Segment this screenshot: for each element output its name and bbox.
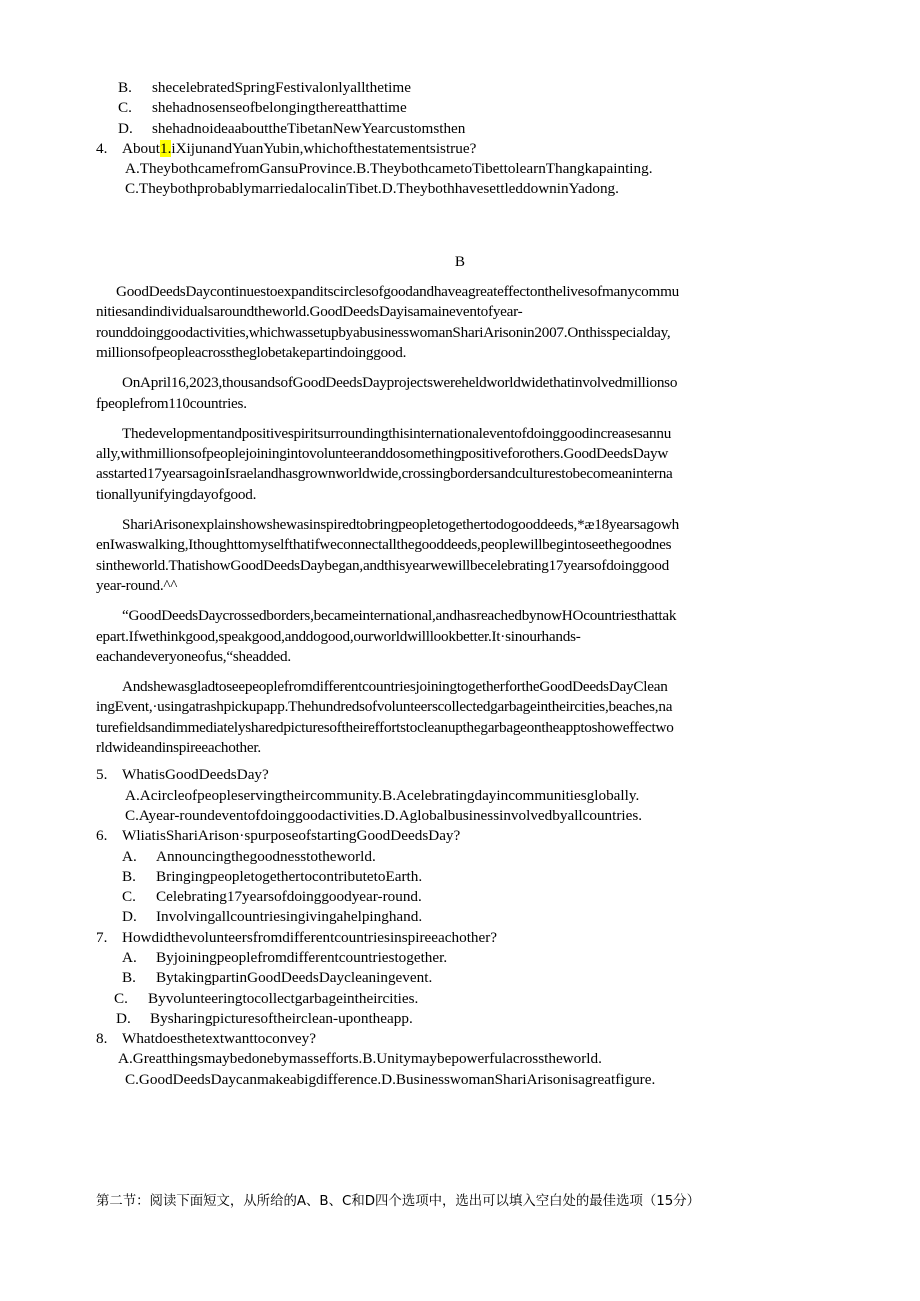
option-text: shehadnoideaabouttheTibetanNewYearcustomsthen [152, 119, 466, 137]
question-4-stem [96, 139, 836, 159]
option-marker: B. [122, 969, 136, 987]
option-text: Byjoiningpeoplefromdifferentcountriestogether. [156, 948, 448, 966]
option-row [96, 119, 836, 139]
passage-line: nitiesandindividualsaroundtheworld.GoodDeedsDayisamaineventofyear- [96, 303, 523, 321]
question-text: WliatisShariArison·spurposeofstartingGoodDeedsDay? [122, 827, 461, 845]
option-marker: B. [122, 867, 136, 885]
passage-line: AndshewasgladtoseepeoplefromdifferentcountriesjoiningtogetherfortheGoodDeedsDayClean [122, 678, 668, 696]
option-marker: B. [118, 79, 132, 96]
passage-line: ShariArisonexplainshowshewasinspiredtobringpeopletogethertodogooddeeds,*æ18yearsagowh [122, 516, 680, 534]
passage-line: eachandeveryoneofus,“sheadded. [96, 647, 291, 665]
option-marker: C. [114, 989, 128, 1007]
option-marker: D. [122, 908, 137, 926]
passage-line: fpeoplefrom110countries. [96, 394, 247, 412]
question-7-stem [96, 928, 836, 948]
option-text: Byvolunteeringtocollectgarbageintheircities. [148, 989, 419, 1007]
question-6-stem [96, 826, 836, 846]
passage-paragraph [96, 424, 836, 505]
passage-paragraph [96, 282, 836, 363]
option-text: Celebrating17yearsofdoinggoodyear-round. [156, 888, 422, 906]
passage-line: millionsofpeopleacrosstheglobetakepartindoinggood. [96, 343, 407, 361]
question-8-stem [96, 1029, 836, 1049]
top-options-block [96, 78, 836, 139]
passage [96, 282, 836, 758]
section-heading: B [454, 252, 466, 270]
option-row [96, 98, 836, 118]
passage-line: OnApril16,2023,thousandsofGoodDeedsDayprojectswereheldworldwidethatinvolvedmillionso [122, 374, 678, 392]
passage-line: sintheworld.ThatishowGoodDeedsDaybegan,andthisyearwewillbecelebrating17yearsofdoinggood [96, 556, 669, 574]
passage-line: turefieldsandimmediatelysharedpicturesoftheireffortstocleanupthegarbageontheapptoshoweffectwo [96, 718, 674, 736]
passage-line: GoodDeedsDaycontinuestoexpanditscirclesofgoodandhaveagreateffectonthelivesofmanycommu [116, 283, 679, 301]
question-number: 6. [96, 827, 108, 845]
option-marker: D. [118, 119, 133, 137]
answer-line: A.TheybothcamefromGansuProvince.B.TheybothcametoTibettolearnThangkapainting. [125, 160, 653, 178]
option-marker: A. [122, 948, 137, 966]
option-row [96, 78, 836, 98]
option-row [96, 847, 836, 867]
answer-line: C.TheybothprobablymarriedalocalinTibet.D.TheybothhavesettleddowninYadong. [125, 180, 619, 198]
question-number: 5. [96, 766, 108, 784]
option-text: Involvingallcountriesingivingahelpinghand. [156, 908, 423, 926]
passage-line: rounddoinggoodactivities,whichwassetupbyabusinesswomanShariArisonin2007.Onthisspecialday, [96, 323, 671, 341]
option-row [96, 907, 836, 927]
option-row [96, 948, 836, 968]
passage-line: enIwaswalking,Ithoughttomyselfthatifweconnectallthegooddeeds,peoplewillbegintoseethegoodnes [96, 536, 672, 554]
option-marker: C. [122, 888, 136, 906]
option-text: BringingpeopletogethertocontributetoEarth. [156, 867, 423, 885]
option-row [96, 867, 836, 887]
answer-line: C.GoodDeedsDaycanmakeabigdifference.D.BusinesswomanShariArisonisagreatfigure. [125, 1070, 656, 1088]
passage-paragraph [96, 606, 836, 667]
option-text: Announcingthegoodnesstotheworld. [156, 847, 376, 865]
passage-line: ally,withmillionsofpeoplejoiningintovolunteeranddosomethingpositiveforothers.GoodDeedsDayw [96, 445, 669, 463]
answer-line: C.Ayear-roundeventofdoinggoodactivities.D.Aglobalbusinessinvolvedbyallcountries. [125, 806, 643, 824]
document-content [96, 78, 836, 1090]
passage-line: year-round.^^ [96, 576, 178, 594]
option-marker: A. [122, 847, 137, 865]
option-text: shehadnosenseofbelongingthereatthattime [152, 99, 407, 117]
question-text: Whatdoesthetextwanttoconvey? [122, 1030, 316, 1048]
option-text: BytakingpartinGoodDeedsDaycleaningevent. [156, 969, 433, 987]
option-text: Bysharingpicturesoftheirclean-upontheapp. [150, 1009, 413, 1027]
section-two-instruction: 第二节：阅读下面短文，从所给的A、B、C和D四个选项中，选出可以填入空白处的最佳选项（15分） [96, 1194, 701, 1209]
passage-line: ingEvent,·usingatrashpickupapp.Thehundredsofvolunteerscollectedgarbageintheircities,beaches,na [96, 698, 673, 716]
passage-line: rldwideandinspireeachother. [96, 739, 261, 757]
passage-line: “GoodDeedsDaycrossedborders,becameinternational,andhasreachedbynowHOcountriesthattak [122, 607, 677, 625]
option-marker: C. [118, 99, 132, 117]
question-text-after: iXijunandYuanYubin,whichofthestatementsistrue? [171, 139, 477, 157]
passage-paragraph [96, 515, 836, 596]
question-text: WhatisGoodDeedsDay? [122, 766, 269, 784]
passage-line: Thedevelopmentandpositivespiritsurroundingthisinternationaleventofdoinggoodincreasesannu [122, 424, 672, 442]
answer-line: A.Greatthingsmaybedonebymassefforts.B.Unitymaybepowerfulacrosstheworld. [118, 1050, 602, 1068]
passage-line: asstarted17yearsagoinIsraelandhasgrownworldwide,crossingbordersandculturestobecomeaninterna [96, 465, 673, 483]
question-number: 4. [96, 139, 108, 157]
passage-line: epart.Ifwethinkgood,speakgood,anddogood,ourworldwilllookbetter.It·sinourhands- [96, 627, 581, 645]
passage-paragraph [96, 373, 836, 414]
passage-paragraph [96, 677, 836, 758]
question-text-before: About [122, 139, 160, 157]
answer-line: A.Acircleofpeopleservingtheircommunity.B.Acelebratingdayincommunitiesglobally. [125, 786, 640, 804]
option-row [96, 1009, 836, 1029]
highlighted-token: 1. [159, 139, 172, 157]
option-text: shecelebratedSpringFestivalonlyallthetime [152, 79, 411, 96]
passage-line: tionallyunifyingdayofgood. [96, 485, 257, 503]
question-number: 7. [96, 928, 108, 946]
option-marker: D. [116, 1009, 131, 1027]
question-5-stem [96, 765, 836, 785]
question-text [122, 139, 476, 159]
option-row [96, 989, 836, 1009]
questions-block [96, 765, 836, 1090]
question-text: Howdidthevolunteersfromdifferentcountriesinspireeachother? [122, 928, 498, 946]
option-row [96, 968, 836, 988]
option-row [96, 887, 836, 907]
question-number: 8. [96, 1030, 108, 1048]
